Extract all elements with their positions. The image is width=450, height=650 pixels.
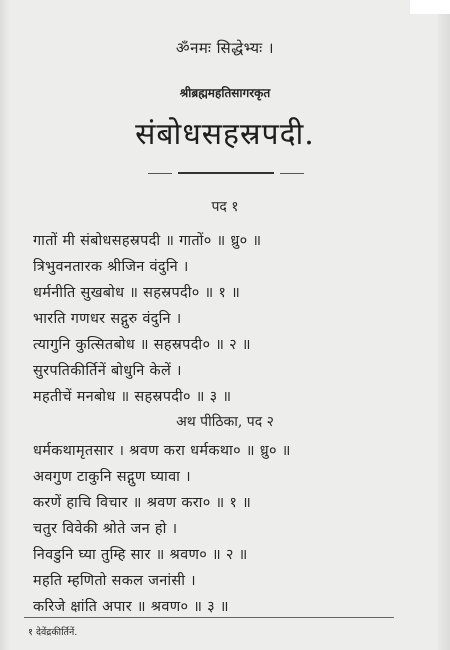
verse-line: अवगुण टाकुनि सद्गुण घ्यावा । [33, 469, 191, 485]
verse-line: त्यागुनि कुत्सितबोध ॥ सहस्रपदी० ॥ २ ॥ [33, 337, 251, 353]
verse-line: महतीचें मनबोध ॥ सहस्रपदी० ॥ ३ ॥ [33, 389, 232, 405]
page-title: संबोधसहस्रपदी. [135, 117, 315, 152]
verse-line: करिजे क्षांति अपार ॥ श्रवण० ॥ ३ ॥ [33, 599, 229, 615]
verse-line: करणें हाचि विचार ॥ श्रवण करा० ॥ १ ॥ [33, 495, 252, 511]
verse-line: भारति गणधर सद्गुरु वंदुनि । [33, 311, 182, 327]
verse-line: धर्मकथामृतसार । श्रवण करा धर्मकथा० ॥ ध्रु० ॥ [33, 443, 291, 459]
section-heading-pad-1: पद १ [211, 199, 239, 215]
title-divider [178, 172, 274, 174]
verse-line: गातों मी संबोधसहस्रपदी ॥ गातों० ॥ ध्रु० ॥ [33, 233, 262, 249]
verse-line: सुरपतिकीर्तिनें बोधुनि केलें । [33, 363, 182, 379]
verse-line: त्रिभुवनतारक श्रीजिन वंदुनि । [33, 259, 189, 275]
verse-line: धर्मनीति सुखबोध ॥ सहस्रपदी० ॥ १ ॥ [33, 285, 241, 301]
scan-border [410, 0, 450, 14]
footnote: १ देवेंद्रकीर्तिनें. [28, 627, 78, 638]
footnote-divider [24, 617, 394, 618]
invocation: ॐनमः सिद्धेभ्यः । [175, 39, 275, 57]
verse-line: निवडुनि घ्या तुम्हि सार ॥ श्रवण० ॥ २ ॥ [33, 547, 248, 563]
verse-line: महति म्हणितो सकल जनांसी । [33, 573, 196, 589]
verse-line: चतुर विवेकी श्रोते जन हो । [33, 521, 178, 537]
section-heading-pad-2: अथ पीठिका, पद २ [176, 414, 274, 430]
author-byline: श्रीब्रह्ममहतिसागरकृत [179, 86, 271, 100]
page-edge [438, 14, 450, 650]
